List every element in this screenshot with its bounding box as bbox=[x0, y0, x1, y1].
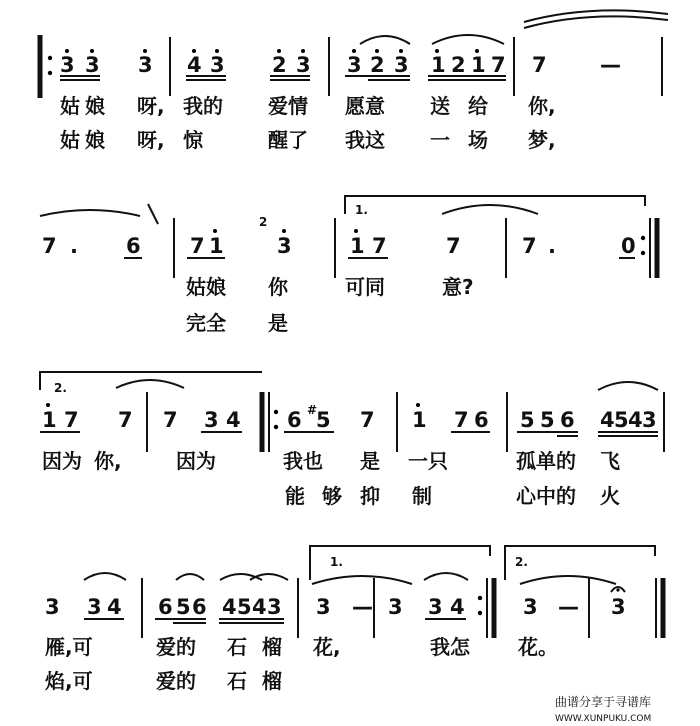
lyric: 你, bbox=[528, 94, 556, 118]
lyric: 姑 bbox=[60, 94, 80, 118]
lyric: 能 bbox=[285, 484, 305, 508]
lyric: 梦, bbox=[528, 128, 556, 152]
lyric: 场 bbox=[468, 128, 488, 152]
lyric: 惊 bbox=[183, 128, 203, 152]
slur bbox=[424, 573, 468, 580]
lyric: 飞 bbox=[600, 449, 620, 473]
note: 3 bbox=[210, 53, 225, 77]
lyric: 因为 bbox=[176, 449, 216, 473]
lyric: 雁,可 bbox=[45, 635, 93, 659]
lyric: 完全 bbox=[186, 311, 226, 335]
slur bbox=[250, 574, 288, 580]
note: 7 bbox=[491, 53, 506, 77]
note: 3 bbox=[611, 595, 626, 619]
note: 1 bbox=[209, 234, 224, 258]
tie bbox=[442, 205, 538, 214]
note: 7 bbox=[118, 408, 133, 432]
note: 3 bbox=[138, 53, 153, 77]
note: 4 bbox=[252, 595, 267, 619]
note: 3 bbox=[85, 53, 100, 77]
system-2 bbox=[40, 196, 657, 335]
lyric: 意? bbox=[442, 275, 474, 299]
lyric: 姑娘 bbox=[186, 275, 226, 299]
note: 6 bbox=[560, 408, 575, 432]
note: 1 bbox=[412, 408, 427, 432]
note: 4 bbox=[187, 53, 202, 77]
lyric: 花。 bbox=[518, 635, 558, 659]
note: 4 bbox=[628, 408, 643, 432]
note: 7 bbox=[446, 234, 461, 258]
lyric: 榴 bbox=[262, 669, 282, 693]
note: 5 bbox=[540, 408, 555, 432]
volta-label: 2. bbox=[515, 555, 528, 569]
note: 7 bbox=[360, 408, 375, 432]
lyric: 我怎 bbox=[430, 635, 470, 659]
note: 7 bbox=[454, 408, 469, 432]
note: 3 bbox=[523, 595, 538, 619]
note: 4 bbox=[450, 595, 465, 619]
dash: — bbox=[352, 595, 373, 619]
note: 4 bbox=[600, 408, 615, 432]
lyric: 呀, bbox=[137, 94, 165, 118]
repeat-dot bbox=[48, 56, 52, 60]
lyric: 孤单的 bbox=[516, 449, 576, 473]
note: 7 bbox=[42, 234, 57, 258]
lyric: 一 bbox=[430, 128, 450, 152]
note: 6 bbox=[126, 234, 141, 258]
note: 1 bbox=[42, 408, 57, 432]
note: 6 bbox=[158, 595, 173, 619]
lyric: 制 bbox=[412, 484, 432, 508]
note: 7 bbox=[522, 234, 537, 258]
note: 2 bbox=[451, 53, 466, 77]
lyric: 石 bbox=[227, 635, 247, 659]
note: 1 bbox=[350, 234, 365, 258]
lyric: 送 bbox=[430, 94, 450, 118]
note: 5 bbox=[237, 595, 252, 619]
note: 2 bbox=[272, 53, 287, 77]
note: 4 bbox=[107, 595, 122, 619]
note: 6 bbox=[287, 408, 302, 432]
lyric: 呀, bbox=[137, 128, 165, 152]
system-3 bbox=[40, 372, 664, 508]
note: 5 bbox=[176, 595, 191, 619]
sharp-sign: # bbox=[307, 403, 318, 417]
repeat-dot bbox=[48, 71, 52, 75]
note: 3 bbox=[45, 595, 60, 619]
note: 6 bbox=[474, 408, 489, 432]
dot: . bbox=[70, 234, 78, 258]
note: 3 bbox=[394, 53, 409, 77]
slur bbox=[598, 382, 658, 390]
note: 5 bbox=[520, 408, 535, 432]
lyric: 够 bbox=[322, 484, 342, 508]
lyric: 是 bbox=[360, 449, 380, 473]
volta-label: 2. bbox=[54, 381, 67, 395]
note: 3 bbox=[204, 408, 219, 432]
note: 5 bbox=[614, 408, 629, 432]
tie-end bbox=[148, 204, 158, 224]
rest: 0 bbox=[621, 234, 636, 258]
slur bbox=[176, 574, 204, 580]
lyric: 可同 bbox=[345, 275, 385, 299]
watermark bbox=[555, 694, 651, 724]
note: 7 bbox=[64, 408, 79, 432]
dash: — bbox=[558, 595, 579, 619]
lyric: 是 bbox=[268, 311, 288, 335]
note: 3 bbox=[428, 595, 443, 619]
lyric: 娘 bbox=[85, 94, 105, 118]
lyric: 因为 bbox=[42, 449, 82, 473]
note: 3 bbox=[347, 53, 362, 77]
lyric: 愿意 bbox=[345, 94, 385, 118]
note: 4 bbox=[222, 595, 237, 619]
tie bbox=[312, 576, 412, 584]
lyric: 花, bbox=[313, 635, 341, 659]
system-4 bbox=[44, 546, 663, 693]
note: 7 bbox=[163, 408, 178, 432]
note: 3 bbox=[87, 595, 102, 619]
lyric: 我的 bbox=[183, 94, 223, 118]
volta-label: 1. bbox=[330, 555, 343, 569]
note: 3 bbox=[642, 408, 657, 432]
lyric: 醒了 bbox=[268, 128, 308, 152]
dash: — bbox=[600, 53, 621, 77]
system-1 bbox=[40, 10, 668, 152]
note: 7 bbox=[532, 53, 547, 77]
lyric: 火 bbox=[600, 484, 620, 508]
slur bbox=[84, 573, 126, 580]
lyric: 我这 bbox=[345, 128, 385, 152]
lyric: 我也 bbox=[283, 449, 323, 473]
lyric: 心中的 bbox=[516, 484, 576, 508]
watermark-url[interactable]: WWW.XUNPUKU.COM bbox=[555, 714, 652, 724]
note: 3 bbox=[267, 595, 282, 619]
tie bbox=[524, 16, 668, 28]
grace-note: 2 bbox=[259, 215, 268, 229]
lyric: 你 bbox=[268, 275, 288, 299]
note: 7 bbox=[190, 234, 205, 258]
note: 5 bbox=[316, 408, 331, 432]
note: 3 bbox=[388, 595, 403, 619]
lyric: 榴 bbox=[262, 635, 282, 659]
tie bbox=[520, 576, 616, 584]
note: 4 bbox=[226, 408, 241, 432]
lyric: 石 bbox=[227, 669, 247, 693]
volta-label: 1. bbox=[355, 203, 368, 217]
note: 3 bbox=[316, 595, 331, 619]
note: 2 bbox=[370, 53, 385, 77]
lyric: 爱的 bbox=[156, 635, 196, 659]
note: 3 bbox=[60, 53, 75, 77]
lyric: 抑 bbox=[360, 484, 380, 508]
tie bbox=[40, 210, 140, 216]
lyric: 爱的 bbox=[156, 669, 196, 693]
lyric: 娘 bbox=[85, 128, 105, 152]
lyric: 你, bbox=[94, 449, 122, 473]
tie bbox=[116, 380, 184, 388]
slur bbox=[360, 36, 410, 44]
note: 3 bbox=[277, 234, 292, 258]
note: 1 bbox=[471, 53, 486, 77]
lyric: 姑 bbox=[60, 128, 80, 152]
note: 7 bbox=[372, 234, 387, 258]
watermark-title: 曲谱分享于寻谱库 bbox=[555, 695, 652, 709]
lyric: 一只 bbox=[408, 449, 448, 473]
note: 3 bbox=[296, 53, 311, 77]
lyric: 给 bbox=[468, 94, 488, 118]
slur bbox=[432, 35, 504, 44]
lyric: 焰,可 bbox=[45, 669, 93, 693]
lyric: 爱情 bbox=[268, 94, 308, 118]
dot: . bbox=[548, 234, 556, 258]
note: 1 bbox=[431, 53, 446, 77]
note: 6 bbox=[192, 595, 207, 619]
